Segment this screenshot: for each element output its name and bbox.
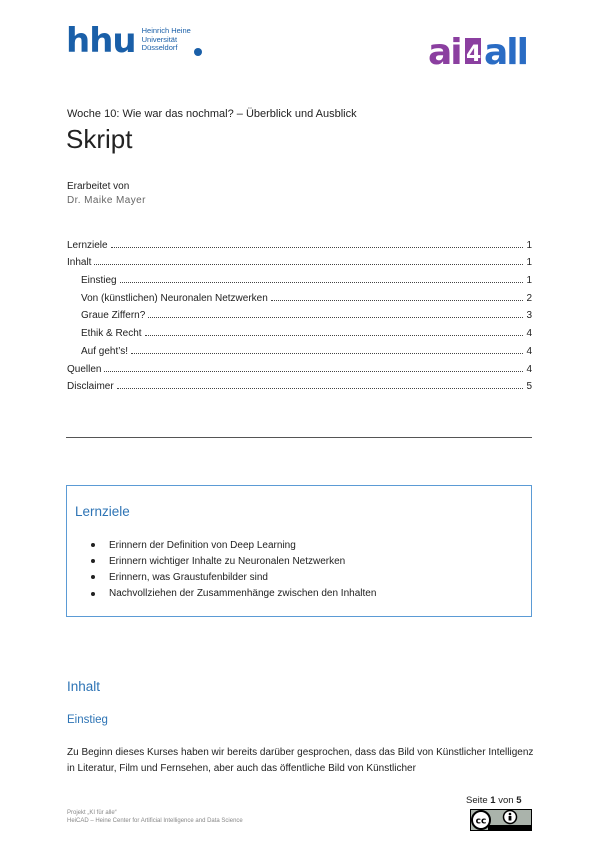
table-of-contents <box>67 233 532 392</box>
created-by-label: Erarbeitet von <box>67 181 130 192</box>
body-paragraph: Zu Beginn dieses Kurses haben wir bereits darüber gesprochen, dass das Bild von Künstlicher Intelligenz in Literatur, Film und Fernsehen, aber auch das öffentliche Bild von Künstlicher <box>67 747 534 774</box>
page-title: Skript <box>66 124 133 154</box>
section-divider <box>66 437 532 438</box>
toc-entry-auf-gehts[interactable]: Auf geht’s! 4 <box>81 345 532 357</box>
list-item: Erinnern, was Graustufenbilder sind <box>91 569 376 585</box>
hhu-subtext: Heinrich Heine Universität Düsseldorf <box>141 26 191 52</box>
svg-text:cc: cc <box>475 816 487 827</box>
author-name: Dr. Maike Mayer <box>67 195 146 206</box>
toc-entry-neuronale-netzwerke[interactable]: Von (künstlichen) Neuronalen Netzwerken 2 <box>81 292 532 304</box>
list-item: Erinnern der Definition von Deep Learning <box>91 537 376 553</box>
learning-goals-list <box>91 537 376 602</box>
toc-entry-einstieg[interactable]: Einstieg 1 <box>81 275 532 287</box>
cc-by-license-icon <box>470 809 532 831</box>
ai4all-logo <box>428 30 538 70</box>
learning-goals-heading: Lernziele <box>75 504 130 519</box>
hhu-logo <box>66 21 191 61</box>
page-number: Seite 1 von 5 <box>466 795 522 806</box>
bullet-icon <box>91 559 95 563</box>
section-heading-inhalt: Inhalt <box>67 679 101 694</box>
bullet-icon <box>91 592 95 596</box>
hhu-wordmark: hhu <box>66 21 136 61</box>
svg-text:all: all <box>484 32 527 70</box>
toc-entry-quellen[interactable]: Quellen 4 <box>67 363 532 375</box>
footer-project-info: Projekt „KI für alle“ HeiCAD – Heine Center for Artificial Intelligence and Data Science <box>67 810 243 824</box>
toc-entry-lernziele[interactable]: Lernziele 1 <box>67 239 532 251</box>
toc-entry-ethik-recht[interactable]: Ethik & Recht 4 <box>81 328 532 340</box>
svg-text:4: 4 <box>466 42 482 67</box>
week-title: Woche 10: Wie war das nochmal? – Überblick und Ausblick <box>67 108 357 120</box>
bullet-icon <box>91 575 95 579</box>
learning-goals-box <box>66 485 532 617</box>
bullet-icon <box>91 543 95 547</box>
subsection-heading-einstieg: Einstieg <box>67 714 108 726</box>
toc-entry-graue-ziffern[interactable]: Graue Ziffern? 3 <box>81 310 532 322</box>
list-item: Nachvollziehen der Zusammenhänge zwischen den Inhalten <box>91 586 376 602</box>
toc-entry-inhalt[interactable]: Inhalt 1 <box>67 257 532 269</box>
toc-entry-disclaimer[interactable]: Disclaimer 5 <box>67 381 532 393</box>
svg-text:ai: ai <box>428 32 461 70</box>
hhu-dot <box>194 48 202 56</box>
list-item: Erinnern wichtiger Inhalte zu Neuronalen Netzwerken <box>91 553 376 569</box>
